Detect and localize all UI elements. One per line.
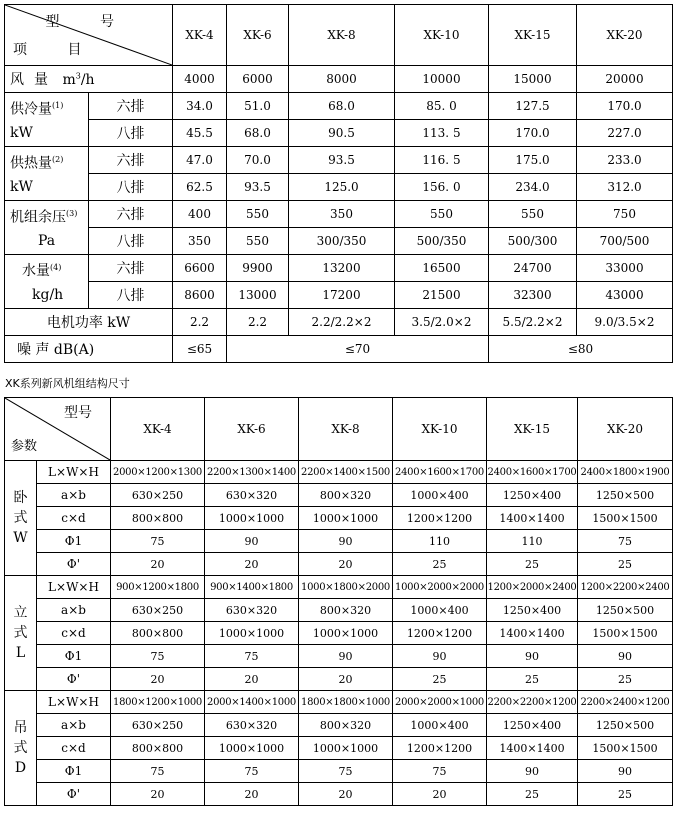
pressure-six-value: 750 — [577, 201, 673, 228]
cooling-eight-value: 227.0 — [577, 120, 673, 147]
dimension-value: 75 — [205, 645, 299, 668]
pressure-six-value: 400 — [173, 201, 227, 228]
mount-type-char: 立 — [13, 605, 28, 621]
dimension-value: 1500×1500 — [578, 622, 673, 645]
pressure-eight-value: 550 — [227, 228, 289, 255]
dimension-value: 1250×500 — [578, 599, 673, 622]
model-header-label: 型 号 — [45, 14, 132, 30]
mount-type-label — [5, 461, 37, 576]
heating-eight-value: 62.5 — [173, 174, 227, 201]
dimension-table — [4, 397, 673, 806]
water-eight-row — [5, 282, 673, 309]
heating-six-value: 93.5 — [289, 147, 395, 174]
dimension-value: 1400×1400 — [487, 622, 578, 645]
dimension-row — [5, 599, 673, 622]
dimension-value: 1000×400 — [393, 599, 487, 622]
mount-type-label — [5, 691, 37, 806]
dimension-value: 1000×1000 — [299, 737, 393, 760]
pressure-six-value: 550 — [395, 201, 489, 228]
dimension-value: 630×320 — [205, 484, 299, 507]
pressure-eight-value: 500/350 — [395, 228, 489, 255]
dimension-value: 1400×1400 — [487, 507, 578, 530]
dimension-row — [5, 714, 673, 737]
param-header-label: 参数 — [11, 439, 38, 454]
dimension-row — [5, 668, 673, 691]
dimension-value: 900×1200×1800 — [111, 576, 205, 599]
heating-six-value: 175.0 — [489, 147, 577, 174]
model-header: XK-20 — [578, 398, 673, 461]
dimension-value: 630×250 — [111, 599, 205, 622]
water-six-value: 13200 — [289, 255, 395, 282]
dimension-value: 630×250 — [111, 484, 205, 507]
dimension-value: 1200×2000×2400 — [487, 576, 578, 599]
dimension-value: 2000×1200×1300 — [111, 461, 205, 484]
water-unit: kg/h — [32, 287, 64, 304]
cooling-six-row — [5, 93, 673, 120]
dimension-row — [5, 576, 673, 599]
motor-value: 2.2/2.2×2 — [289, 309, 395, 336]
dimension-value: 1500×1500 — [578, 507, 673, 530]
heating-eight-value: 93.5 — [227, 174, 289, 201]
model-header: XK-20 — [577, 5, 673, 66]
dimension-value: 800×800 — [111, 507, 205, 530]
dimension-value: 20 — [299, 783, 393, 806]
water-six-value: 16500 — [395, 255, 489, 282]
model-header: XK-6 — [227, 5, 289, 66]
water-eight-value: 13000 — [227, 282, 289, 309]
dimension-value: 75 — [578, 530, 673, 553]
mount-type-char: 式 — [13, 740, 28, 756]
motor-value: 3.5/2.0×2 — [395, 309, 489, 336]
motor-value: 2.2 — [173, 309, 227, 336]
motor-value: 9.0/3.5×2 — [577, 309, 673, 336]
airflow-row — [5, 66, 673, 93]
param-label: Φ' — [37, 668, 111, 691]
dimension-value: 90 — [393, 645, 487, 668]
dimension-value: 2200×1400×1500 — [299, 461, 393, 484]
param-label: Φ1 — [37, 645, 111, 668]
water-eight-value: 32300 — [489, 282, 577, 309]
pressure-eight-value: 700/500 — [577, 228, 673, 255]
dimension-row — [5, 783, 673, 806]
water-eight-value: 17200 — [289, 282, 395, 309]
water-eight-value: 21500 — [395, 282, 489, 309]
table2-corner-cell — [5, 398, 111, 461]
dimension-value: 630×320 — [205, 599, 299, 622]
dimension-value: 800×320 — [299, 599, 393, 622]
table2-header-row — [5, 398, 673, 461]
param-label: c×d — [37, 622, 111, 645]
pressure-six-row — [5, 201, 673, 228]
dimension-value: 20 — [205, 783, 299, 806]
mount-type-char: L — [15, 645, 26, 661]
airflow-value: 15000 — [489, 66, 577, 93]
dimension-row — [5, 622, 673, 645]
dimension-value: 2400×1600×1700 — [393, 461, 487, 484]
dimension-row — [5, 760, 673, 783]
section-caption: XK系列新风机组结构尺寸 — [5, 377, 130, 390]
noise-value: ≤80 — [489, 336, 673, 363]
dimension-value: 20 — [111, 783, 205, 806]
motor-value: 5.5/2.2×2 — [489, 309, 577, 336]
dimension-value: 75 — [111, 760, 205, 783]
dimension-value: 90 — [578, 645, 673, 668]
pressure-eight-value: 350 — [173, 228, 227, 255]
mount-type-label — [5, 576, 37, 691]
pressure-note: (3) — [66, 208, 78, 218]
dimension-value: 1000×1000 — [299, 507, 393, 530]
dimension-value: 800×800 — [111, 737, 205, 760]
param-label: Φ1 — [37, 760, 111, 783]
airflow-value: 4000 — [173, 66, 227, 93]
heating-six-value: 233.0 — [577, 147, 673, 174]
dimension-value: 1800×1200×1000 — [111, 691, 205, 714]
dimension-row — [5, 507, 673, 530]
mount-type-char: 式 — [13, 510, 28, 526]
water-name: 水量 — [22, 263, 50, 280]
dimension-value: 1000×1800×2000 — [299, 576, 393, 599]
cooling-eight-value: 90.5 — [289, 120, 395, 147]
heating-eight-value: 156. 0 — [395, 174, 489, 201]
dimension-value: 1000×2000×2000 — [393, 576, 487, 599]
dimension-value: 20 — [299, 668, 393, 691]
noise-value: ≤65 — [173, 336, 227, 363]
motor-label: 电机功率 kW — [5, 309, 173, 336]
table1-corner-cell — [5, 5, 173, 66]
dimension-value: 75 — [299, 760, 393, 783]
param-label: c×d — [37, 737, 111, 760]
cooling-six-value: 170.0 — [577, 93, 673, 120]
model-header: XK-6 — [205, 398, 299, 461]
param-label: Φ' — [37, 553, 111, 576]
airflow-value: 20000 — [577, 66, 673, 93]
cooling-six-value: 127.5 — [489, 93, 577, 120]
dimension-row — [5, 645, 673, 668]
dimension-value: 800×800 — [111, 622, 205, 645]
heating-six-row — [5, 147, 673, 174]
dimension-value: 90 — [205, 530, 299, 553]
dimension-value: 25 — [393, 668, 487, 691]
pressure-eight-value: 500/300 — [489, 228, 577, 255]
dimension-value: 25 — [487, 668, 578, 691]
dimension-value: 90 — [299, 530, 393, 553]
dimension-value: 1500×1500 — [578, 737, 673, 760]
cooling-unit: kW — [10, 125, 33, 142]
cooling-eight-value: 45.5 — [173, 120, 227, 147]
dimension-value: 1200×1200 — [393, 507, 487, 530]
dimension-value: 1250×400 — [487, 484, 578, 507]
dimension-value: 1250×400 — [487, 599, 578, 622]
heating-note: (2) — [52, 154, 64, 164]
dimension-value: 1000×400 — [393, 714, 487, 737]
param-label: L×W×H — [37, 691, 111, 714]
airflow-label: 风量 $m^3/h$ — [5, 66, 173, 93]
dimension-value: 20 — [299, 553, 393, 576]
model-header: XK-8 — [289, 5, 395, 66]
noise-value: ≤70 — [227, 336, 489, 363]
model-header: XK-10 — [393, 398, 487, 461]
model-header: XK-8 — [299, 398, 393, 461]
dimension-value: 25 — [487, 553, 578, 576]
dimension-value: 25 — [578, 553, 673, 576]
mount-type-char: 式 — [13, 625, 28, 641]
water-note: (4) — [50, 262, 62, 272]
noise-label: 噪 声 dB(A) — [5, 336, 173, 363]
pressure-name: 机组余压 — [10, 209, 66, 226]
dimension-value: 75 — [111, 645, 205, 668]
noise-row — [5, 336, 673, 363]
water-eight-value: 8600 — [173, 282, 227, 309]
model-header: XK-4 — [173, 5, 227, 66]
airflow-value: 8000 — [289, 66, 395, 93]
dimension-value: 20 — [393, 783, 487, 806]
dimension-value: 90 — [578, 760, 673, 783]
table1-header-row — [5, 5, 673, 66]
cooling-six-value: 51.0 — [227, 93, 289, 120]
dimension-value: 1250×500 — [578, 484, 673, 507]
row-type-label: 八排 — [89, 120, 173, 147]
dimension-value: 900×1400×1800 — [205, 576, 299, 599]
dimension-value: 90 — [487, 760, 578, 783]
dimension-value: 75 — [393, 760, 487, 783]
water-six-value: 33000 — [577, 255, 673, 282]
cooling-name: 供冷量 — [10, 101, 52, 118]
pressure-eight-value: 300/350 — [289, 228, 395, 255]
water-six-row — [5, 255, 673, 282]
dimension-value: 20 — [111, 668, 205, 691]
dimension-value: 1000×400 — [393, 484, 487, 507]
param-label: a×b — [37, 599, 111, 622]
heating-eight-row — [5, 174, 673, 201]
water-six-value: 6600 — [173, 255, 227, 282]
model-header: XK-15 — [489, 5, 577, 66]
dimension-row — [5, 484, 673, 507]
heating-six-value: 47.0 — [173, 147, 227, 174]
dimension-value: 1800×1800×1000 — [299, 691, 393, 714]
water-eight-value: 43000 — [577, 282, 673, 309]
dimension-value: 20 — [205, 553, 299, 576]
water-six-value: 24700 — [489, 255, 577, 282]
heating-six-value: 70.0 — [227, 147, 289, 174]
dimension-value: 75 — [111, 530, 205, 553]
row-type-label: 八排 — [89, 174, 173, 201]
dimension-value: 630×320 — [205, 714, 299, 737]
dimension-value: 1200×1200 — [393, 737, 487, 760]
heating-eight-value: 125.0 — [289, 174, 395, 201]
item-header-label: 项 目 — [13, 42, 100, 58]
dimension-value: 20 — [205, 668, 299, 691]
row-type-label: 六排 — [89, 255, 173, 282]
row-type-label: 八排 — [89, 228, 173, 255]
dimension-row — [5, 691, 673, 714]
param-label: L×W×H — [37, 576, 111, 599]
airflow-value: 10000 — [395, 66, 489, 93]
dimension-value: 90 — [299, 645, 393, 668]
cooling-eight-value: 170.0 — [489, 120, 577, 147]
model-header: XK-15 — [487, 398, 578, 461]
dimension-value: 2200×2200×1200 — [487, 691, 578, 714]
param-label: Φ' — [37, 783, 111, 806]
dimension-value: 630×250 — [111, 714, 205, 737]
dimension-value: 1250×500 — [578, 714, 673, 737]
dimension-value: 90 — [487, 645, 578, 668]
cooling-six-value: 68.0 — [289, 93, 395, 120]
dimension-value: 1400×1400 — [487, 737, 578, 760]
dimension-value: 2400×1800×1900 — [578, 461, 673, 484]
airflow-value: 6000 — [227, 66, 289, 93]
dimension-value: 2400×1600×1700 — [487, 461, 578, 484]
pressure-eight-row — [5, 228, 673, 255]
cooling-label — [5, 93, 89, 147]
dimension-value: 1000×1000 — [299, 622, 393, 645]
dimension-value: 25 — [393, 553, 487, 576]
cooling-eight-value: 113. 5 — [395, 120, 489, 147]
dimension-value: 1000×1000 — [205, 737, 299, 760]
pressure-six-value: 550 — [489, 201, 577, 228]
dimension-row — [5, 553, 673, 576]
motor-value: 2.2 — [227, 309, 289, 336]
dimension-row — [5, 530, 673, 553]
cooling-eight-value: 68.0 — [227, 120, 289, 147]
performance-table — [4, 4, 673, 363]
cooling-six-value: 34.0 — [173, 93, 227, 120]
pressure-unit: Pa — [38, 233, 56, 250]
heating-name: 供热量 — [10, 155, 52, 172]
dimension-value: 1250×400 — [487, 714, 578, 737]
dimension-value: 25 — [578, 783, 673, 806]
pressure-six-value: 550 — [227, 201, 289, 228]
dimension-value: 20 — [111, 553, 205, 576]
dimension-value: 2200×2400×1200 — [578, 691, 673, 714]
water-six-value: 9900 — [227, 255, 289, 282]
dimension-row — [5, 737, 673, 760]
row-type-label: 六排 — [89, 93, 173, 120]
dimension-value: 1000×1000 — [205, 622, 299, 645]
dimension-value: 110 — [487, 530, 578, 553]
row-type-label: 八排 — [89, 282, 173, 309]
dimension-value: 110 — [393, 530, 487, 553]
row-type-label: 六排 — [89, 147, 173, 174]
heating-six-value: 116. 5 — [395, 147, 489, 174]
pressure-six-value: 350 — [289, 201, 395, 228]
motor-row — [5, 309, 673, 336]
param-label: c×d — [37, 507, 111, 530]
water-label — [5, 255, 89, 309]
model-header: XK-4 — [111, 398, 205, 461]
cooling-eight-row — [5, 120, 673, 147]
mount-type-char: 卧 — [13, 490, 28, 506]
dimension-value: 25 — [487, 783, 578, 806]
param-label: L×W×H — [37, 461, 111, 484]
cooling-six-value: 85. 0 — [395, 93, 489, 120]
dimension-value: 800×320 — [299, 714, 393, 737]
dimension-value: 2000×2000×1000 — [393, 691, 487, 714]
param-label: a×b — [37, 714, 111, 737]
dimension-value: 75 — [205, 760, 299, 783]
model-header: XK-10 — [395, 5, 489, 66]
dimension-row — [5, 461, 673, 484]
param-label: a×b — [37, 484, 111, 507]
heating-eight-value: 312.0 — [577, 174, 673, 201]
model-header-label: 型号 — [64, 405, 92, 421]
dimension-value: 1000×1000 — [205, 507, 299, 530]
dimension-body — [5, 461, 673, 806]
mount-type-char: D — [14, 760, 27, 776]
heating-label — [5, 147, 89, 201]
dimension-value: 25 — [578, 668, 673, 691]
mount-type-char: W — [13, 530, 28, 546]
dimension-value: 1200×2200×2400 — [578, 576, 673, 599]
cooling-note: (1) — [52, 100, 64, 110]
dimension-value: 1200×1200 — [393, 622, 487, 645]
dimension-value: 800×320 — [299, 484, 393, 507]
row-type-label: 六排 — [89, 201, 173, 228]
mount-type-char: 吊 — [13, 720, 28, 736]
heating-unit: kW — [10, 179, 33, 196]
heating-eight-value: 234.0 — [489, 174, 577, 201]
dimension-value: 2200×1300×1400 — [205, 461, 299, 484]
param-label: Φ1 — [37, 530, 111, 553]
dimension-value: 2000×1400×1000 — [205, 691, 299, 714]
pressure-label — [5, 201, 89, 255]
